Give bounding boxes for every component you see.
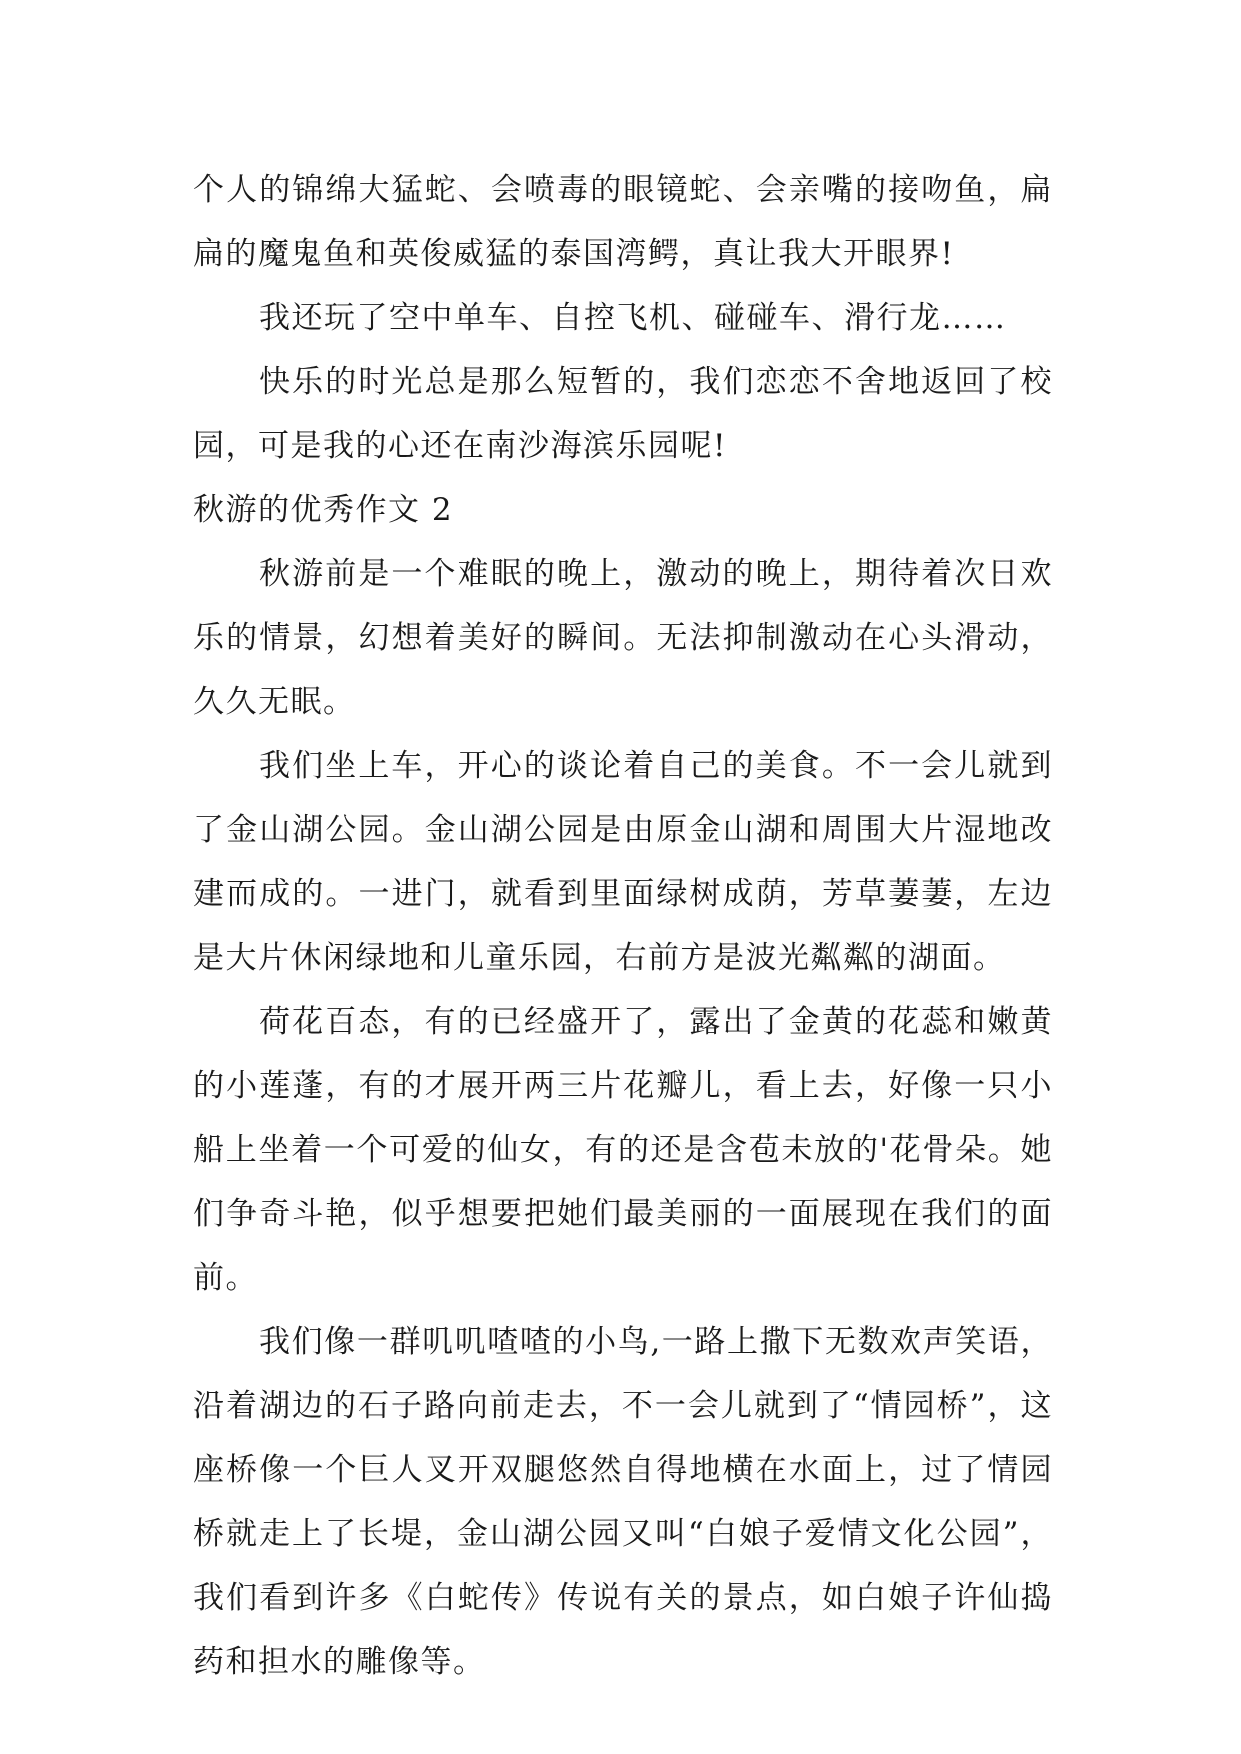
paragraph: 荷花百态，有的已经盛开了，露出了金黄的花蕊和嫩黄的小莲蓬，有的才展开两三片花瓣儿，看上去，好像一只小船上坐着一个可爱的仙女，有的还是含苞未放的'花骨朵。她们争奇斗艳，似乎想要把她们最美丽的一面展现在我们的面前。 [193, 1004, 1053, 1296]
paragraph: 个人的锦绵大猛蛇、会喷毒的眼镜蛇、会亲嘴的接吻鱼，扁扁的魔鬼鱼和英俊威猛的泰国湾鳄，真让我大开眼界! [193, 172, 1053, 272]
document-body [193, 158, 1053, 1694]
section-title: 秋游的优秀作文 2 [193, 492, 454, 528]
paragraph: 秋游前是一个难眠的晚上，激动的晚上，期待着次日欢乐的情景，幻想着美好的瞬间。无法抑制激动在心头滑动，久久无眠。 [193, 556, 1053, 720]
paragraph: 我还玩了空中单车、自控飞机、碰碰车、滑行龙…… [259, 300, 1007, 336]
paragraph: 快乐的时光总是那么短暂的，我们恋恋不舍地返回了校园，可是我的心还在南沙海滨乐园呢! [193, 364, 1053, 464]
paragraph: 我们像一群叽叽喳喳的小鸟,一路上撒下无数欢声笑语，沿着湖边的石子路向前走去，不一会儿就到了“情园桥”，这座桥像一个巨人叉开双腿悠然自得地横在水面上，过了情园桥就走上了长堤，金山湖公园又叫“白娘子爱情文化公园”，我们看到许多《白蛇传》传说有关的景点，如白娘子许仙捣药和担水的雕像等。 [193, 1324, 1053, 1680]
paragraph: 我们坐上车，开心的谈论着自己的美食。不一会儿就到了金山湖公园。金山湖公园是由原金山湖和周围大片湿地改建而成的。一进门，就看到里面绿树成荫，芳草萋萋，左边是大片休闲绿地和儿童乐园，右前方是波光粼粼的湖面。 [193, 748, 1053, 976]
